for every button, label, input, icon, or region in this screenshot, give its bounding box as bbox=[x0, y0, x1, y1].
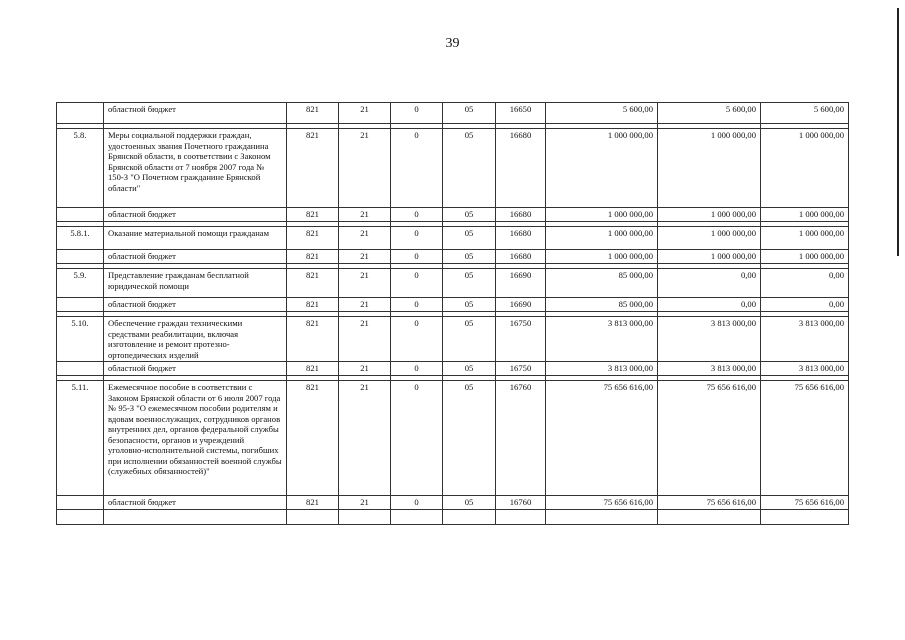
code-cell: 821 bbox=[287, 208, 339, 222]
amount-cell: 3 813 000,00 bbox=[658, 317, 761, 362]
item-number: 5.11. bbox=[57, 381, 104, 496]
code-cell: 16680 bbox=[496, 227, 546, 250]
item-number: 5.9. bbox=[57, 269, 104, 298]
item-name: Обеспечение граждан техническими средствами реабилитации, включая изготовление и ремонт протезно-ортопедических изделий bbox=[104, 317, 287, 362]
code-cell: 05 bbox=[443, 129, 496, 208]
code-cell: 21 bbox=[339, 227, 391, 250]
table-row bbox=[57, 381, 849, 496]
amount-cell: 1 000 000,00 bbox=[546, 208, 658, 222]
amount-cell: 3 813 000,00 bbox=[761, 362, 849, 376]
amount-cell: 3 813 000,00 bbox=[546, 362, 658, 376]
amount-cell: 0,00 bbox=[658, 269, 761, 298]
code-cell: 16650 bbox=[496, 103, 546, 124]
code-cell: 0 bbox=[391, 250, 443, 264]
code-cell: 21 bbox=[339, 250, 391, 264]
code-cell: 821 bbox=[287, 227, 339, 250]
amount-cell: 3 813 000,00 bbox=[546, 317, 658, 362]
amount-cell: 1 000 000,00 bbox=[761, 208, 849, 222]
amount-cell: 1 000 000,00 bbox=[761, 227, 849, 250]
code-cell: 16750 bbox=[496, 317, 546, 362]
code-cell: 16690 bbox=[496, 269, 546, 298]
code-cell: 16680 bbox=[496, 250, 546, 264]
amount-cell: 1 000 000,00 bbox=[761, 129, 849, 208]
code-cell: 821 bbox=[287, 362, 339, 376]
row-spacer bbox=[57, 510, 849, 525]
code-cell: 16760 bbox=[496, 496, 546, 510]
code-cell: 0 bbox=[391, 381, 443, 496]
code-cell: 0 bbox=[391, 298, 443, 312]
code-cell: 16680 bbox=[496, 129, 546, 208]
code-cell: 21 bbox=[339, 298, 391, 312]
table-body bbox=[57, 103, 849, 525]
code-cell: 05 bbox=[443, 208, 496, 222]
amount-cell: 5 600,00 bbox=[658, 103, 761, 124]
item-name: областной бюджет bbox=[104, 208, 287, 222]
table-row bbox=[57, 129, 849, 208]
code-cell: 0 bbox=[391, 362, 443, 376]
code-cell: 05 bbox=[443, 227, 496, 250]
table-row-budget bbox=[57, 250, 849, 264]
code-cell: 0 bbox=[391, 269, 443, 298]
code-cell: 16760 bbox=[496, 381, 546, 496]
item-number: 5.8.1. bbox=[57, 227, 104, 250]
amount-cell: 3 813 000,00 bbox=[658, 362, 761, 376]
item-number bbox=[57, 208, 104, 222]
amount-cell: 5 600,00 bbox=[761, 103, 849, 124]
amount-cell: 1 000 000,00 bbox=[658, 250, 761, 264]
code-cell: 05 bbox=[443, 298, 496, 312]
code-cell: 21 bbox=[339, 362, 391, 376]
item-number bbox=[57, 496, 104, 510]
item-number bbox=[57, 250, 104, 264]
code-cell: 16680 bbox=[496, 208, 546, 222]
amount-cell: 1 000 000,00 bbox=[761, 250, 849, 264]
table-row-budget bbox=[57, 496, 849, 510]
amount-cell: 0,00 bbox=[658, 298, 761, 312]
code-cell: 821 bbox=[287, 103, 339, 124]
table-row-budget bbox=[57, 298, 849, 312]
table-row bbox=[57, 227, 849, 250]
amount-cell: 75 656 616,00 bbox=[546, 496, 658, 510]
code-cell: 05 bbox=[443, 250, 496, 264]
amount-cell: 85 000,00 bbox=[546, 269, 658, 298]
code-cell: 0 bbox=[391, 496, 443, 510]
page-number: 39 bbox=[445, 36, 460, 51]
table-row bbox=[57, 317, 849, 362]
item-number bbox=[57, 298, 104, 312]
amount-cell: 3 813 000,00 bbox=[761, 317, 849, 362]
code-cell: 05 bbox=[443, 381, 496, 496]
code-cell: 0 bbox=[391, 103, 443, 124]
amount-cell: 75 656 616,00 bbox=[658, 496, 761, 510]
code-cell: 21 bbox=[339, 496, 391, 510]
code-cell: 21 bbox=[339, 208, 391, 222]
code-cell: 0 bbox=[391, 317, 443, 362]
table-row bbox=[57, 269, 849, 298]
item-number: 5.8. bbox=[57, 129, 104, 208]
code-cell: 05 bbox=[443, 269, 496, 298]
item-number bbox=[57, 362, 104, 376]
table-row bbox=[57, 103, 849, 124]
amount-cell: 0,00 bbox=[761, 269, 849, 298]
code-cell: 821 bbox=[287, 381, 339, 496]
table-row-budget bbox=[57, 208, 849, 222]
code-cell: 05 bbox=[443, 496, 496, 510]
amount-cell: 75 656 616,00 bbox=[761, 381, 849, 496]
item-name: областной бюджет bbox=[104, 496, 287, 510]
code-cell: 16690 bbox=[496, 298, 546, 312]
code-cell: 0 bbox=[391, 129, 443, 208]
item-name: Ежемесячное пособие в соответствии с Законом Брянской области от 6 июля 2007 года № 95-З "О ежемесячном пособии родителям и вдовам военнослужащих, сотрудников органов внутренних дел, органов федеральной службы безопасности, органов и учреждений уголовно-исполнительной системы, погибших при исполнении обязанностей военной службы (служебных обязанностей)" bbox=[104, 381, 287, 496]
code-cell: 821 bbox=[287, 496, 339, 510]
code-cell: 21 bbox=[339, 269, 391, 298]
code-cell: 21 bbox=[339, 129, 391, 208]
code-cell: 821 bbox=[287, 250, 339, 264]
amount-cell: 1 000 000,00 bbox=[546, 129, 658, 208]
table-row-budget bbox=[57, 362, 849, 376]
code-cell: 05 bbox=[443, 317, 496, 362]
item-number bbox=[57, 103, 104, 124]
amount-cell: 1 000 000,00 bbox=[658, 208, 761, 222]
code-cell: 0 bbox=[391, 227, 443, 250]
item-name: Меры социальной поддержки граждан, удостоенных звания Почетного гражданина Брянской области, в соответствии с Законом Брянской области от 7 ноября 2007 года № 150-З "О Почетном гражданине Брянской области" bbox=[104, 129, 287, 208]
item-name: областной бюджет bbox=[104, 298, 287, 312]
amount-cell: 85 000,00 bbox=[546, 298, 658, 312]
amount-cell: 75 656 616,00 bbox=[761, 496, 849, 510]
code-cell: 05 bbox=[443, 362, 496, 376]
amount-cell: 1 000 000,00 bbox=[546, 227, 658, 250]
amount-cell: 1 000 000,00 bbox=[546, 250, 658, 264]
scan-edge-line bbox=[897, 8, 899, 256]
code-cell: 821 bbox=[287, 269, 339, 298]
item-name: областной бюджет bbox=[104, 362, 287, 376]
code-cell: 821 bbox=[287, 298, 339, 312]
amount-cell: 5 600,00 bbox=[546, 103, 658, 124]
amount-cell: 75 656 616,00 bbox=[546, 381, 658, 496]
code-cell: 0 bbox=[391, 208, 443, 222]
item-name: областной бюджет bbox=[104, 103, 287, 124]
code-cell: 821 bbox=[287, 129, 339, 208]
amount-cell: 75 656 616,00 bbox=[658, 381, 761, 496]
amount-cell: 1 000 000,00 bbox=[658, 227, 761, 250]
code-cell: 21 bbox=[339, 317, 391, 362]
budget-table bbox=[56, 102, 849, 525]
code-cell: 05 bbox=[443, 103, 496, 124]
item-name: Представление гражданам бесплатной юридической помощи bbox=[104, 269, 287, 298]
amount-cell: 0,00 bbox=[761, 298, 849, 312]
code-cell: 821 bbox=[287, 317, 339, 362]
code-cell: 21 bbox=[339, 103, 391, 124]
code-cell: 16750 bbox=[496, 362, 546, 376]
code-cell: 21 bbox=[339, 381, 391, 496]
item-name: Оказание материальной помощи гражданам bbox=[104, 227, 287, 250]
item-number: 5.10. bbox=[57, 317, 104, 362]
item-name: областной бюджет bbox=[104, 250, 287, 264]
amount-cell: 1 000 000,00 bbox=[658, 129, 761, 208]
